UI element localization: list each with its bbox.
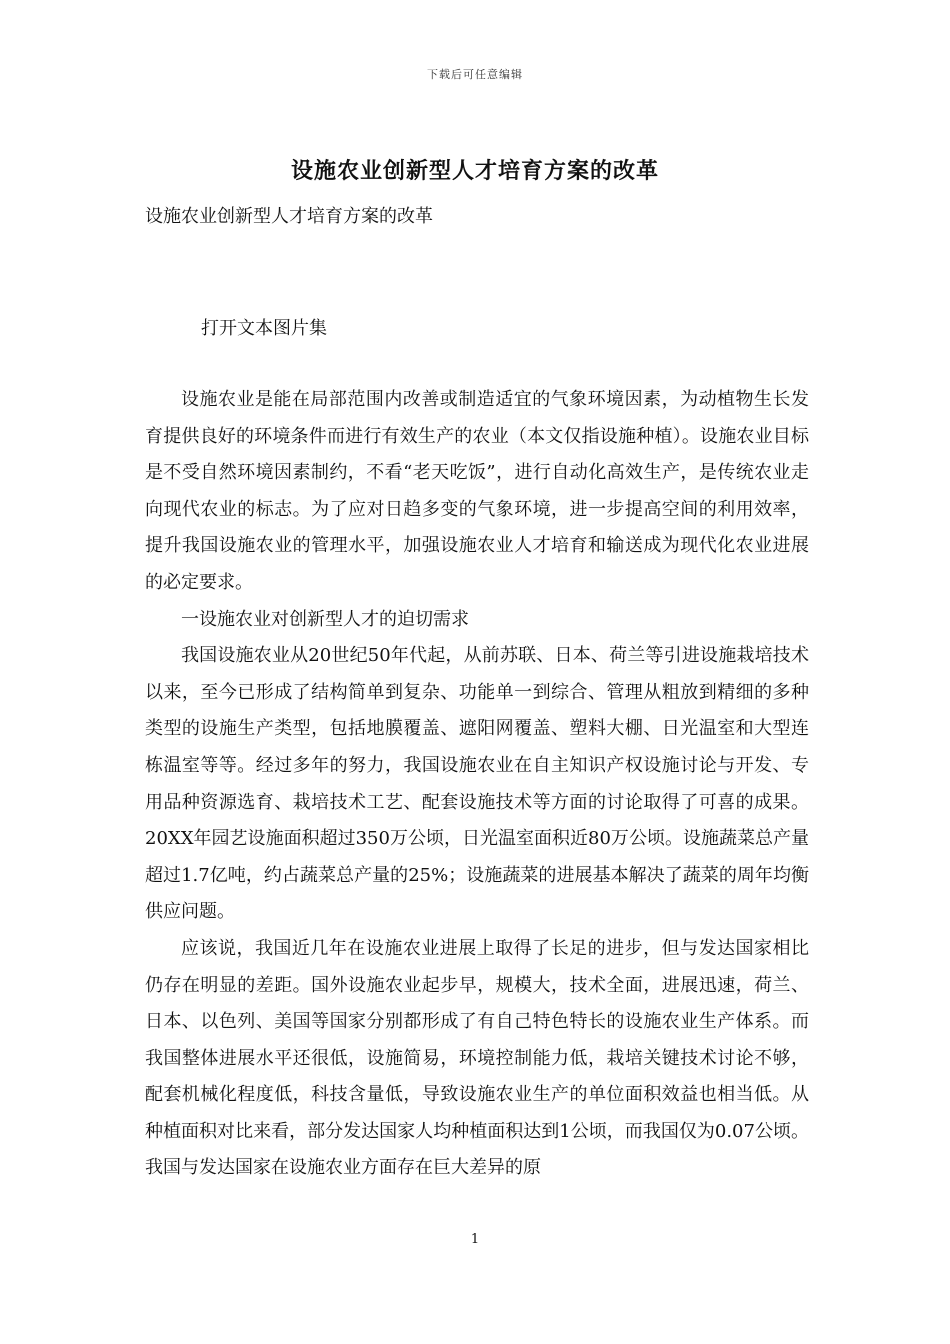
section-heading: 一设施农业对创新型人才的迫切需求 (181, 608, 469, 630)
document-title: 设施农业创新型人才培育方案的改革 (290, 158, 659, 184)
open-image-gallery-link[interactable]: 打开文本图片集 (201, 318, 327, 339)
page-header-note: 下载后可任意编辑 (427, 68, 523, 81)
document-body (145, 382, 809, 1187)
document-subtitle: 设施农业创新型人才培育方案的改革 (145, 206, 433, 227)
paragraph: 我国设施农业从20世纪50年代起，从前苏联、日本、荷兰等引进设施栽培技术以来，至今已形成了结构简单到复杂、功能单一到综合、管理从粗放到精细的多种类型的设施生产类型，包括地膜覆盖、遮阳网覆盖、塑料大棚、日光温室和大型连栋温室等等。经过多年的努力，我国设施农业在自主知识产权设施讨论与开发、专用品种资源选育、栽培技术工艺、配套设施技术等方面的讨论取得了可喜的成果。20XX年园艺设施面积超过350万公顷，日光温室面积近80万公顷。设施蔬菜总产量超过1.7亿吨，约占蔬菜总产量的25%；设施蔬菜的进展基本解决了蔬菜的周年均衡供应问题。 (145, 645, 809, 923)
paragraph: 设施农业是能在局部范围内改善或制造适宜的气象环境因素，为动植物生长发育提供良好的环境条件而进行有效生产的农业（本文仅指设施种植）。设施农业目标是不受自然环境因素制约，不看“老天吃饭”，进行自动化高效生产，是传统农业走向现代农业的标志。为了应对日趋多变的气象环境，进一步提高空间的利用效率，提升我国设施农业的管理水平，加强设施农业人才培育和输送成为现代化农业进展的必定要求。 (145, 389, 809, 593)
paragraph: 应该说，我国近几年在设施农业进展上取得了长足的进步，但与发达国家相比仍存在明显的差距。国外设施农业起步早，规模大，技术全面，进展迅速，荷兰、日本、以色列、美国等国家分别都形成了有自己特色特长的设施农业生产体系。而我国整体进展水平还很低，设施简易，环境控制能力低，栽培关键技术讨论不够，配套机械化程度低，科技含量低，导致设施农业生产的单位面积效益也相当低。从种植面积对比来看，部分发达国家人均种植面积达到1公顷，而我国仅为0.07公顷。我国与发达国家在设施农业方面存在巨大差异的原 (145, 937, 809, 1179)
page-number: 1 (470, 1232, 480, 1247)
